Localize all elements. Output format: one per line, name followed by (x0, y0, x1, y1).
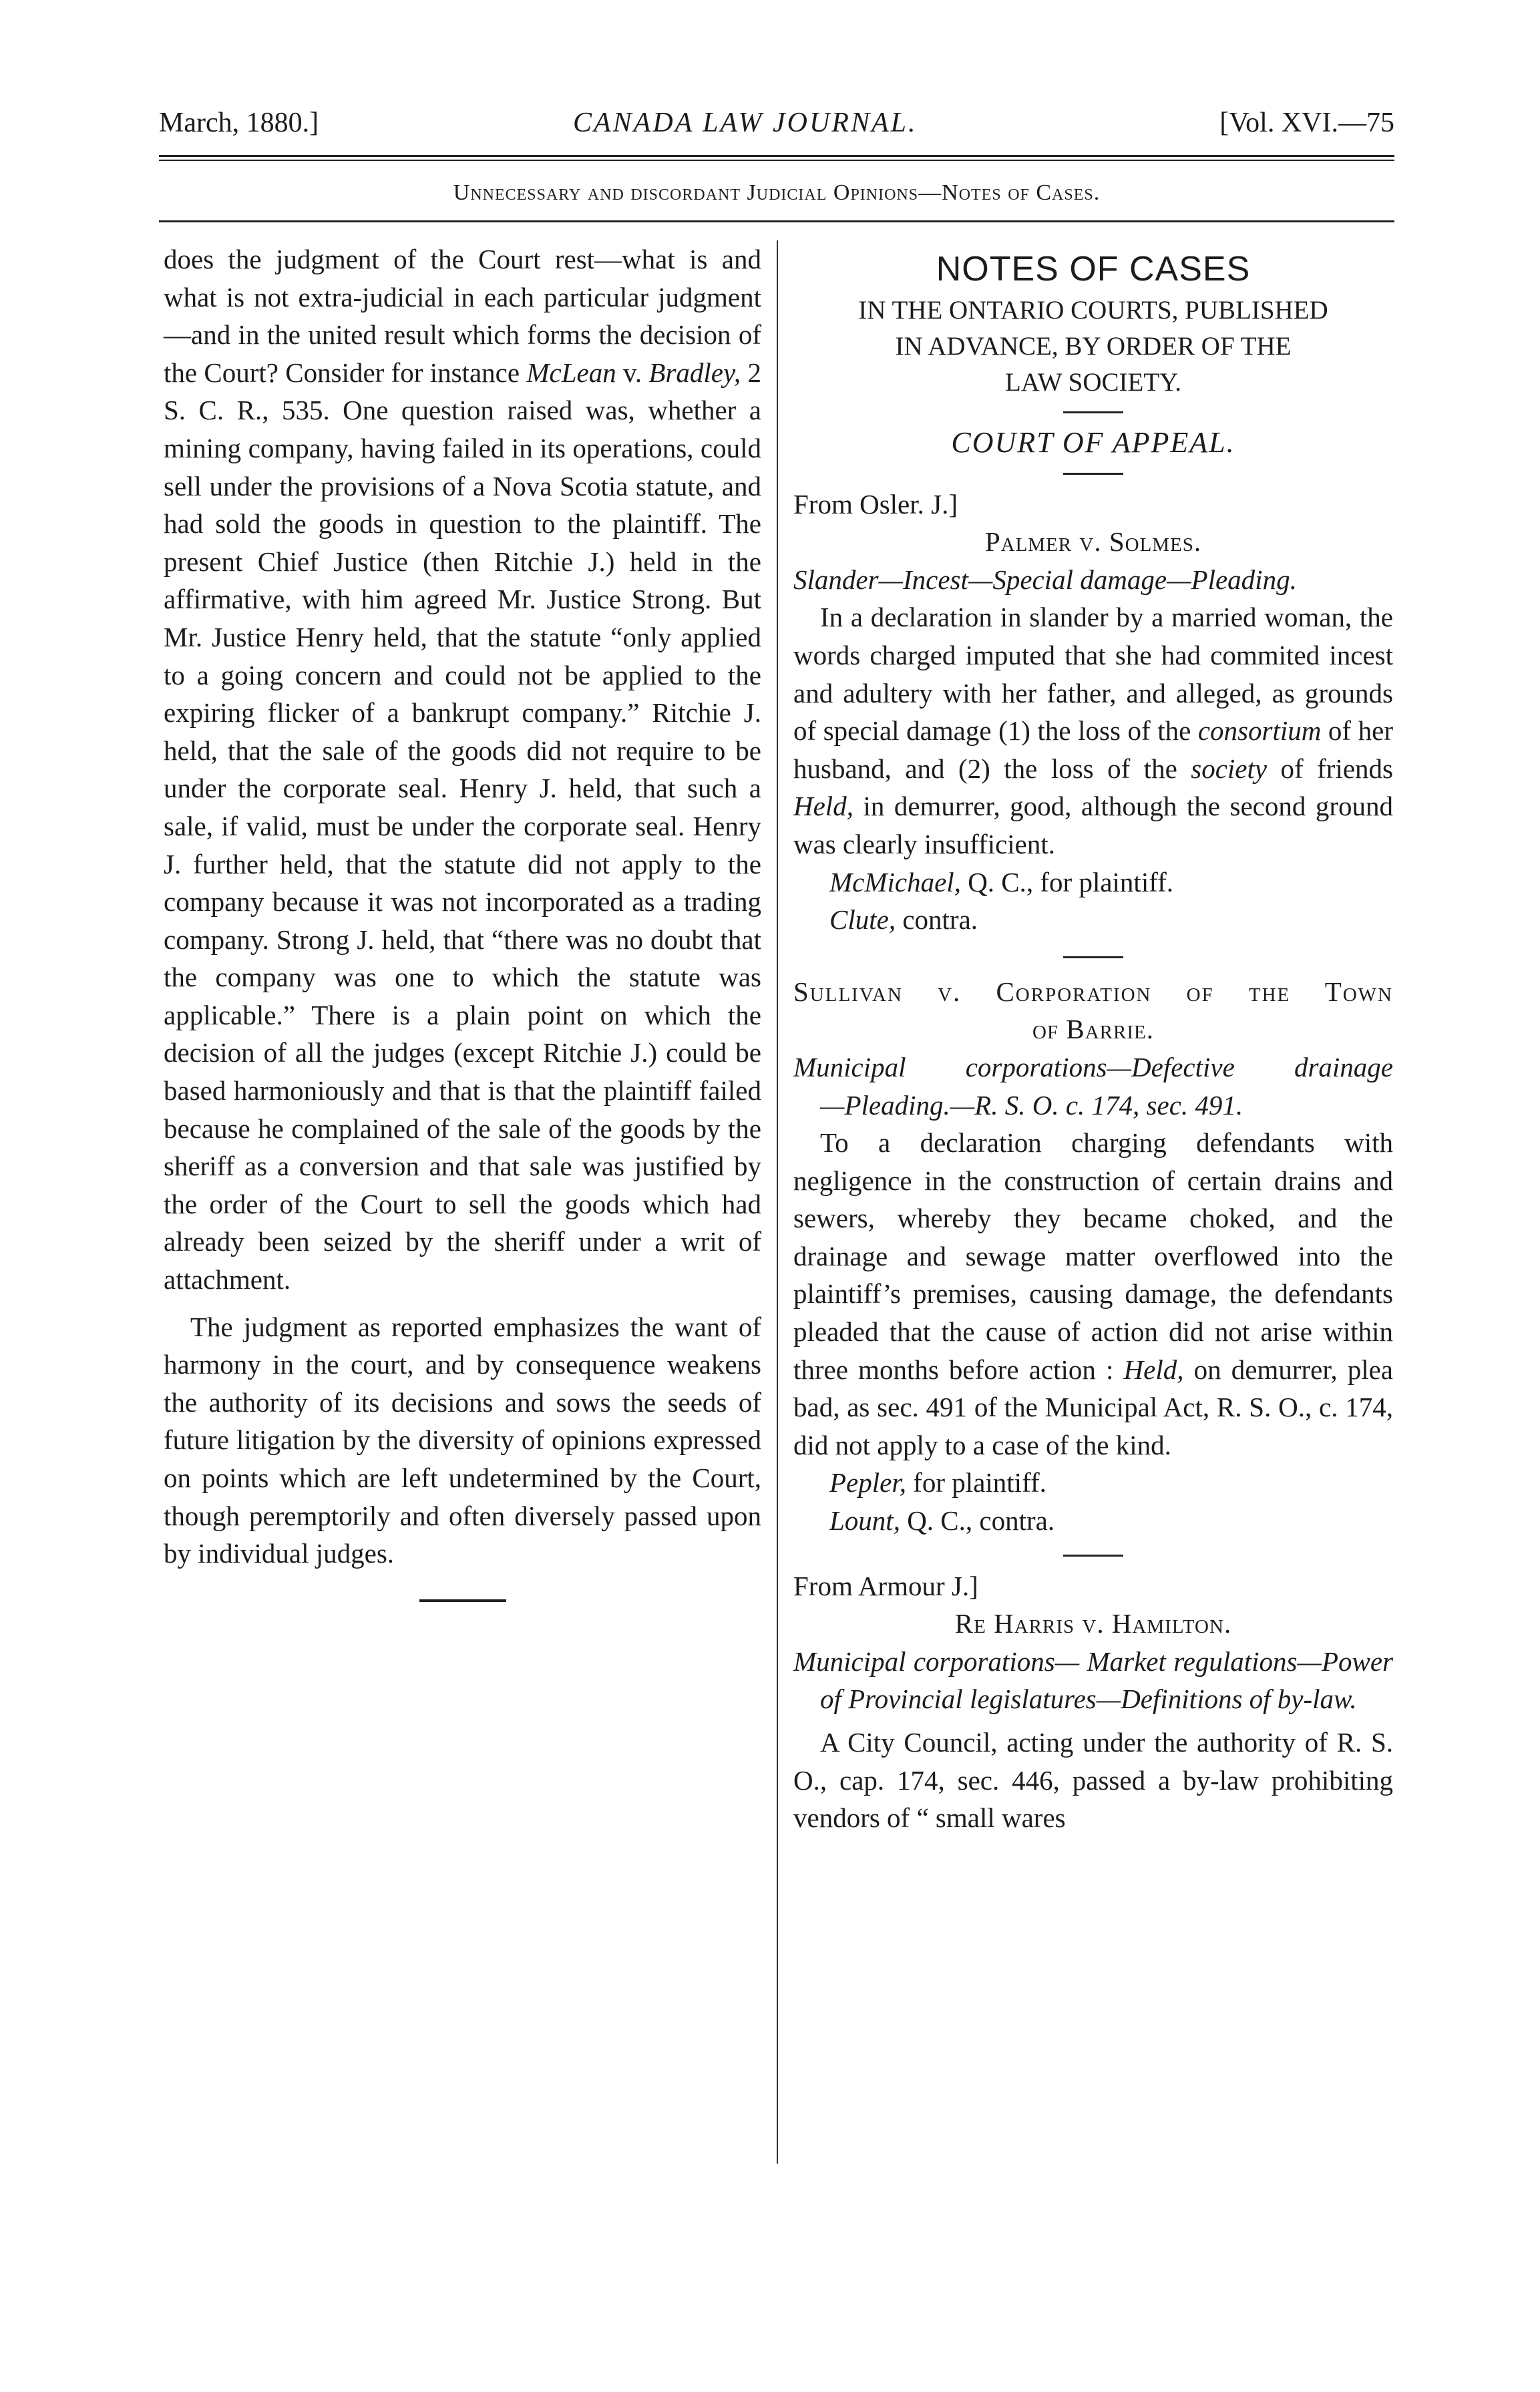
title-rule (159, 220, 1394, 222)
paragraph-text: 2 S. C. R., 535. One question raised was, whether a mining company, having failed in its operations, could sell under the provisions of a Nova Scotia statute, and had sold the goods in question to the plaintiff. The present Chief Justice (then Ritchie J.) held in the affirmative, with him agreed Mr. Justice Strong. But Mr. Justice Henry held, that the statute “only applied to a going concern and could not be applied to the expiring flicker of a bankrupt company.” Ritchie J. held, that the sale of the goods did not require to be under the corporate seal. Henry J. held, that such a sale, if valid, must be under the corporate seal. Henry J. further held, that the statute did not apply to the company because it was not incorporated as a trading company. Strong J. held, that “there was no doubt that the company was one to which the statute was applicable.” There is a plain point on which the decision of all the judges (except Ritchie J.) could be based harmoniously and that is that the plaintiff failed because he complained of the sale of the goods by the sheriff as a conversion and that sale was justified by the order of the Court to sell the goods which had already been seized by the sheriff under a writ of attachment. (164, 357, 761, 1295)
versus: v. (616, 357, 649, 388)
case-term: society (1191, 753, 1268, 784)
section-subtitle-2: IN ADVANCE, BY ORDER OF THE (895, 332, 1292, 361)
counsel-name: Pepler, (829, 1467, 906, 1499)
column-divider (777, 240, 778, 2164)
counsel-role: contra. (896, 904, 978, 936)
section-subtitle-3: LAW SOCIETY. (1004, 368, 1182, 397)
section-title: NOTES OF CASES (936, 250, 1251, 288)
case-term: consortium (1197, 715, 1322, 747)
paragraph-text: does the judgment of the Court rest—what is and what is not extra-judicial in each particular judgment—and in the united result which forms the decision of the Court? Consider for instance (164, 244, 761, 388)
case-1-body (793, 598, 1393, 863)
case-2-counsel-1 (793, 1464, 1393, 1502)
case-1-counsel-1 (793, 863, 1393, 902)
case-3-topic: Municipal corporations— Market regulations—Power of Provincial legislatures—Definitions of by-law. (793, 1645, 1393, 1715)
case-2-topic-2: —Pleading.—R. S. O. c. 174, sec. 491. (820, 1089, 1243, 1121)
left-column (164, 240, 761, 1602)
case-text: of her husband, and (2) the loss of the (793, 715, 1393, 784)
left-paragraph-1 (164, 240, 761, 1299)
court-heading: COURT OF APPEAL. (951, 426, 1235, 459)
case-2-counsel-2 (793, 1502, 1393, 1540)
counsel-name: Clute, (829, 904, 896, 936)
section-rule (1063, 411, 1123, 413)
case-text: in demurrer, good, although the second ground was clearly insufficient. (793, 791, 1393, 859)
section-subtitle-1: IN THE ONTARIO COURTS, PUBLISHED (858, 296, 1328, 325)
counsel-role: Q. C., contra. (900, 1505, 1055, 1537)
case-3-body: A City Council, acting under the authority of R. S. O., cap. 174, sec. 446, passed a by-law prohibiting vendors of “ small wares (793, 1727, 1393, 1834)
case-2-title-line-1: Sullivan v. Corporation of the Town (793, 976, 1393, 1007)
volume-page: [Vol. XVI.—75 (1219, 108, 1394, 138)
running-title: Unnecessary and discordant Judicial Opinions—Notes of Cases. (453, 180, 1101, 205)
counsel-name: McMichael, (829, 866, 961, 898)
counsel-role: Q. C., for plaintiff. (960, 866, 1174, 898)
header-date: March, 1880.] (159, 108, 319, 138)
case-text: In a declaration in slander by a married woman, the words charged imputed that she had commited incest and adultery with her father, and alleged, as grounds of special damage (1) the loss of the (793, 602, 1393, 747)
section-rule (1063, 473, 1123, 475)
case-separator (1063, 956, 1123, 958)
held-label: Held, (1123, 1354, 1184, 1385)
case-text: on demurrer, plea bad, as sec. 491 of the Municipal Act, R. S. O., c. 174, did not apply to a case of the kind. (793, 1354, 1393, 1460)
counsel-name: Lount, (829, 1505, 900, 1537)
case-text: of friends (1267, 753, 1393, 784)
case-2-topic-1: Municipal corporations—Defective drainage (793, 1051, 1393, 1082)
case-3-title: Re Harris v. Hamilton. (954, 1608, 1232, 1639)
case-separator (1063, 1555, 1123, 1557)
case-3-from: From Armour J.] (793, 1570, 978, 1601)
case-name: Bradley, (648, 357, 741, 388)
left-paragraph-2: The judgment as reported emphasizes the want of harmony in the court, and by consequence weakens the authority of its decisions and sows the seeds of future litigation by the diversity of opinions expressed on points which are left undetermined by the Court, though peremptorily and often diversely passed upon by individual judges. (164, 1311, 761, 1569)
article-end-rule (419, 1599, 506, 1602)
header-rule (159, 155, 1394, 161)
case-2-body (793, 1124, 1393, 1464)
case-1-title: Palmer v. Solmes. (984, 526, 1202, 558)
case-2-title-line-2: of Barrie. (1032, 1014, 1154, 1045)
case-text: To a declaration charging defendants with negligence in the construction of certain drains and sewers, whereby they became choked, and the drainage and sewage matter overflowed into the plaintiff’s premises, causing damage, the defendants pleaded that the cause of action did not arise within three months before action : (793, 1127, 1393, 1385)
journal-title: CANADA LAW JOURNAL. (573, 108, 918, 138)
held-label: Held, (793, 791, 853, 822)
right-column (793, 240, 1393, 1837)
case-1-topic: Slander—Incest—Special damage—Pleading. (793, 564, 1297, 595)
case-1-from: From Osler. J.] (793, 488, 958, 520)
page-header (159, 100, 1394, 147)
counsel-role: for plaintiff. (906, 1467, 1046, 1499)
case-name: McLean (526, 357, 616, 388)
case-1-counsel-2 (793, 901, 1393, 939)
